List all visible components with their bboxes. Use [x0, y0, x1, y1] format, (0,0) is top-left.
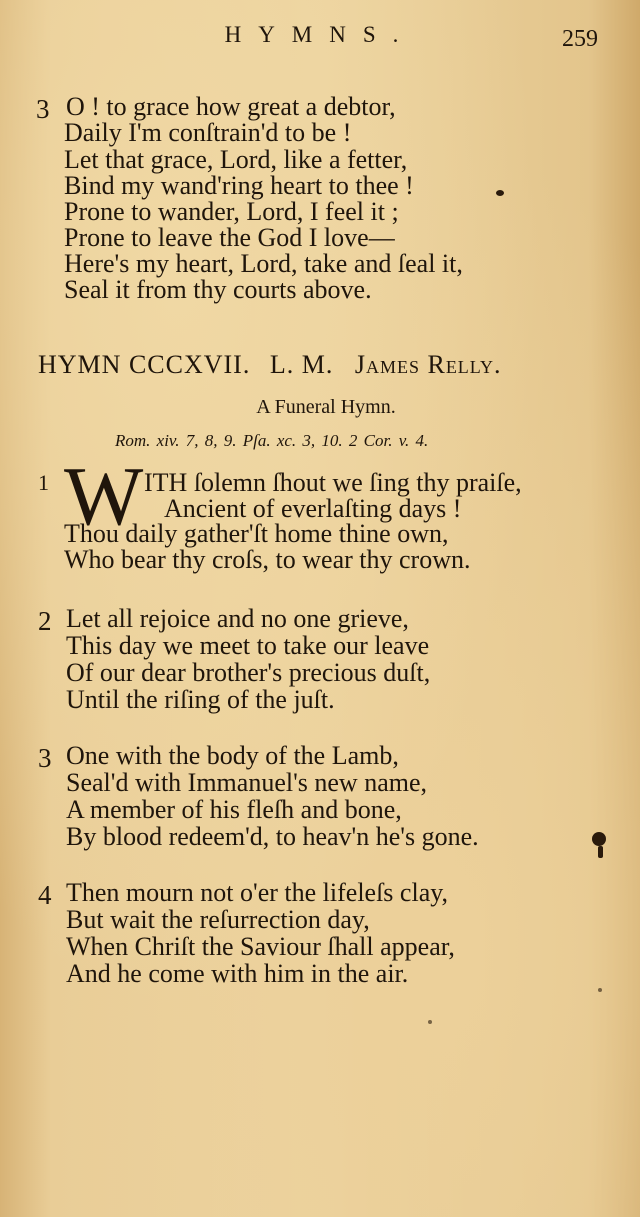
hymn-subtitle: A Funeral Hymn.	[256, 396, 396, 418]
verse-line: A member of his fleſh and bone,	[66, 795, 402, 824]
verse-number: 2	[38, 606, 52, 636]
verse-line: Let that grace, Lord, like a fetter,	[64, 145, 408, 174]
ink-blot	[592, 832, 606, 846]
ink-blot	[496, 190, 504, 196]
drop-cap: W	[64, 450, 144, 543]
verse-line: Until the riſing of the juſt.	[66, 685, 335, 714]
verse-line: Daily I'm conſtrain'd to be !	[64, 118, 352, 147]
verse-line: And he come with him in the air.	[66, 959, 409, 988]
verse-line: Let all rejoice and no one grieve,	[66, 604, 409, 633]
hymn-meter: L. M.	[269, 350, 334, 379]
verse-line: Bind my wand'ring heart to thee !	[64, 171, 414, 200]
scripture-references: Rom. xiv. 7, 8, 9. Pſa. xc. 3, 10. 2 Cor. v. 4.	[115, 431, 429, 450]
hymn-heading	[38, 350, 502, 380]
running-head: HYMNS.	[224, 22, 416, 47]
verse-line: Seal'd with Immanuel's new name,	[66, 768, 428, 797]
ink-blot	[598, 988, 602, 992]
ink-blot	[428, 1020, 432, 1024]
verse-line: Then mourn not o'er the lifeleſs clay,	[66, 878, 449, 907]
verse-line: Prone to leave the God I love—	[64, 223, 395, 252]
verse-line: Ancient of everlaſting days !	[164, 494, 462, 523]
hymn-author: James Relly.	[354, 350, 502, 379]
verse-number: 3	[38, 743, 52, 773]
verse-line: O ! to grace how great a debtor,	[66, 92, 396, 121]
verse-line: One with the body of the Lamb,	[66, 741, 399, 770]
verse-line: By blood redeem'd, to heav'n he's gone.	[66, 822, 479, 851]
verse-line: Of our dear brother's precious duſt,	[66, 658, 431, 687]
ink-blot	[598, 846, 603, 858]
verse-line: Here's my heart, Lord, take and ſeal it,	[64, 249, 463, 278]
hymn-number: HYMN CCCXVII.	[38, 350, 251, 379]
verse-line: When Chriſt the Saviour ſhall appear,	[66, 932, 455, 961]
verse-line: Thou daily gather'ſt home thine own,	[64, 519, 449, 548]
verse-number: 4	[38, 880, 52, 910]
page-number: 259	[562, 26, 598, 52]
verse-line: Prone to wander, Lord, I feel it ;	[64, 197, 399, 226]
verse-line: Who bear thy croſs, to wear thy crown.	[64, 545, 471, 574]
verse-line: This day we meet to take our leave	[66, 631, 430, 660]
verse-line: But wait the reſurrection day,	[66, 905, 370, 934]
verse-number: 1	[38, 470, 49, 495]
verse-line: ITH ſolemn ſhout we ſing thy praiſe,	[144, 468, 522, 497]
verse-line: Seal it from thy courts above.	[64, 275, 372, 304]
verse-number: 3	[36, 94, 50, 124]
